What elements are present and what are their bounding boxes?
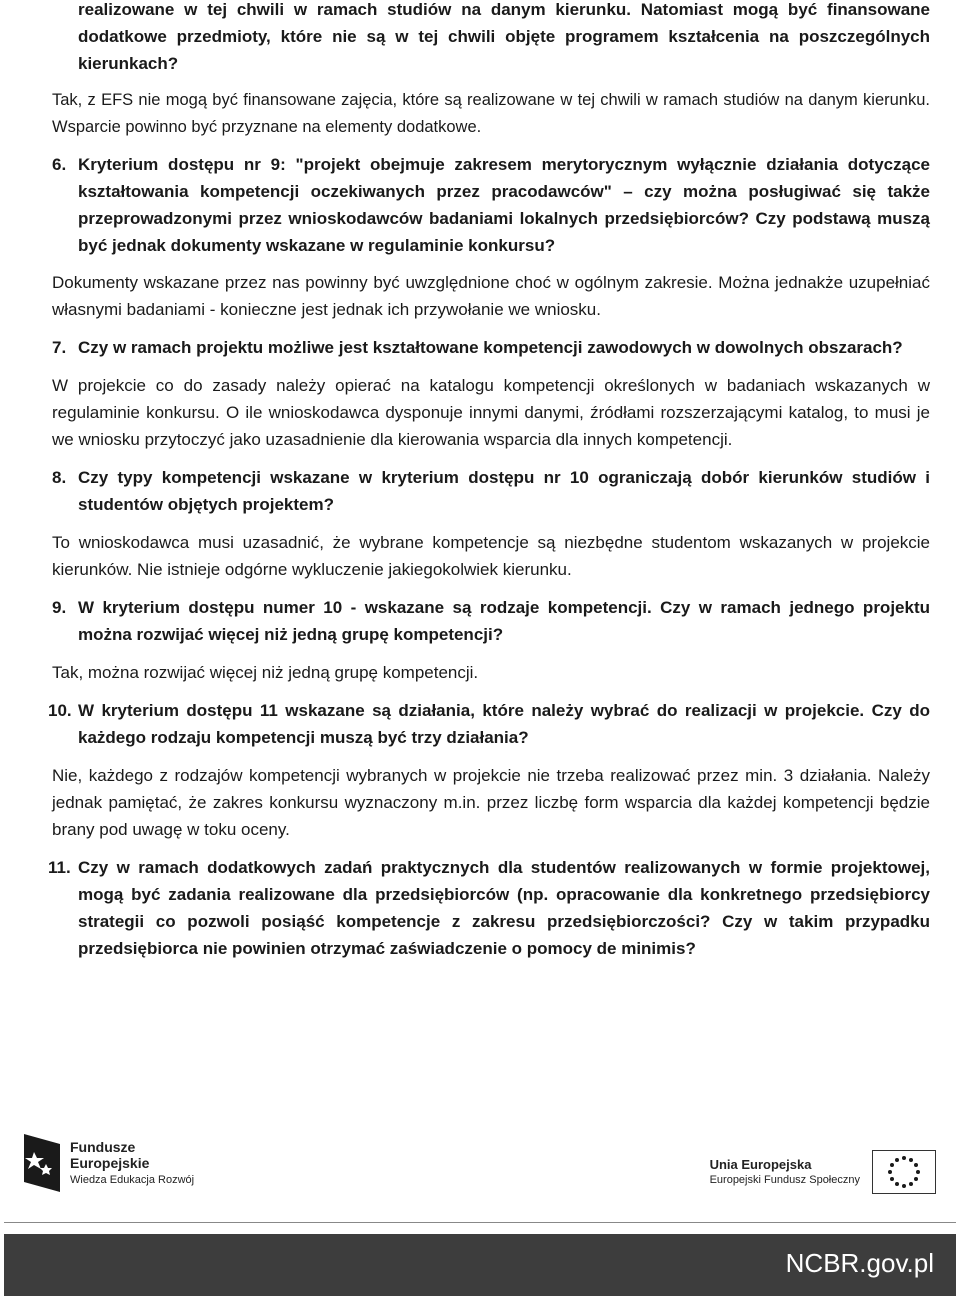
question-text: Czy typy kompetencji wskazane w kryterium dostępu nr 10 ograniczają dobór kierunków studiów i studentów objętych projektem? [78,468,930,514]
question-11 [48,854,930,962]
question-text: Czy w ramach dodatkowych zadań praktycznych dla studentów realizowanych w formie projektowej, mogą być zadania realizowane dla przedsiębiorców (np. opracowanie dla konkretnego przedsiębiorcy strategii co pozwoli posiąść kompetencje z zakresu przedsiębiorczości? Czy w takim przypadku przedsiębiorca nie powinien otrzymać zaświadczenie o pomocy de minimis? [78,858,930,958]
question-8 [52,464,930,583]
page-footer [0,1130,960,1301]
question-number: 10. [48,701,72,720]
eu-flag-icon [872,1150,936,1194]
footer-bar [4,1234,956,1296]
ue-line1: Unia Europejska [709,1157,812,1172]
intro-answer: Tak, z EFS nie mogą być finansowane zajęcia, które są realizowane w tej chwili w ramach studiów na danym kierunku. Wsparcie powinno być przyznane na elementy dodatkowe. [52,91,930,136]
answer-text: To wnioskodawca musi uzasadnić, że wybrane kompetencje są niezbędne studentom wskazanych w projekcie kierunków. Nie istnieje odgórne wykluczenie jakiegokolwiek kierunku. [52,533,930,579]
question-text: W kryterium dostępu 11 wskazane są działania, które należy wybrać do realizacji w projekcie. Czy do każdego rodzaju kompetencji muszą być trzy działania? [78,701,930,747]
document-body [48,0,930,962]
answer-text: Nie, każdego z rodzajów kompetencji wybranych w projekcie nie trzeba realizować przez min. 3 działania. Należy jednak pamiętać, że zakres konkursu wyznaczony m.in. przez liczbę form wsparcia dla każdej kompetencji będzie brany pod uwagę w toku oceny. [52,766,930,839]
question-10 [48,697,930,843]
question-6 [52,151,930,323]
question-text: Czy w ramach projektu możliwe jest kształtowane kompetencji zawodowych w dowolnych obszarach? [78,338,903,357]
question-text: Kryterium dostępu nr 9: "projekt obejmuje zakresem merytorycznym wyłącznie działania dotyczące kształtowania kompetencji oczekiwanych przez pracodawców" – czy można posługiwać się także przeprowadzonymi przez wnioskodawców badaniami lokalnych przedsiębiorców? Czy podstawą muszą być jednak dokumenty wskazane w regulaminie konkursu? [78,155,930,255]
fe-line2: Europejskie [70,1155,150,1171]
answer-text: Tak, można rozwijać więcej niż jedną grupę kompetencji. [52,663,479,682]
fundusze-europejskie-logo [24,1134,194,1192]
fe-line1: Fundusze [70,1139,136,1155]
question-7 [52,334,930,453]
site-url: NCBR.gov.pl [785,1248,934,1278]
footer-divider [4,1222,956,1223]
answer-text: W projekcie co do zasady należy opierać na katalogu kompetencji określonych w badaniach wskazanych w regulaminie konkursu. O ile wnioskodawca dysponuje innymi danymi, źródłami rozszerzającymi katalog, to musi je we wniosku przytoczyć jako uzasadnienie dla kierowania wsparcia dla innych kompetencji. [52,376,930,449]
question-number: 11. [48,858,71,877]
answer-text: Dokumenty wskazane przez nas powinny być uwzględnione choć w ogólnym zakresie. Można jednakże uzupełniać własnymi badaniami - konieczne jest jednak ich przywołanie we wniosku. [52,273,930,319]
ue-line2: Europejski Fundusz Społeczny [709,1174,860,1186]
question-9 [52,594,930,686]
question-number: 8. [52,468,67,487]
intro-question-continuation: realizowane w tej chwili w ramach studiów na danym kierunku. Natomiast mogą być finansowane dodatkowe przedmioty, które nie są w tej chwili objęte programem kształcenia na poszczególnych kierunkach? [78,0,930,73]
fe-line3: Wiedza Edukacja Rozwój [70,1174,195,1186]
question-text: W kryterium dostępu numer 10 - wskazane są rodzaje kompetencji. Czy w ramach jednego projektu można rozwijać więcej niż jedną grupę kompetencji? [78,598,930,644]
unia-europejska-logo [710,1150,936,1194]
question-number: 9. [52,598,67,617]
question-number: 7. [52,338,67,357]
question-number: 6. [52,155,67,174]
fe-star-flag-icon [24,1134,60,1192]
